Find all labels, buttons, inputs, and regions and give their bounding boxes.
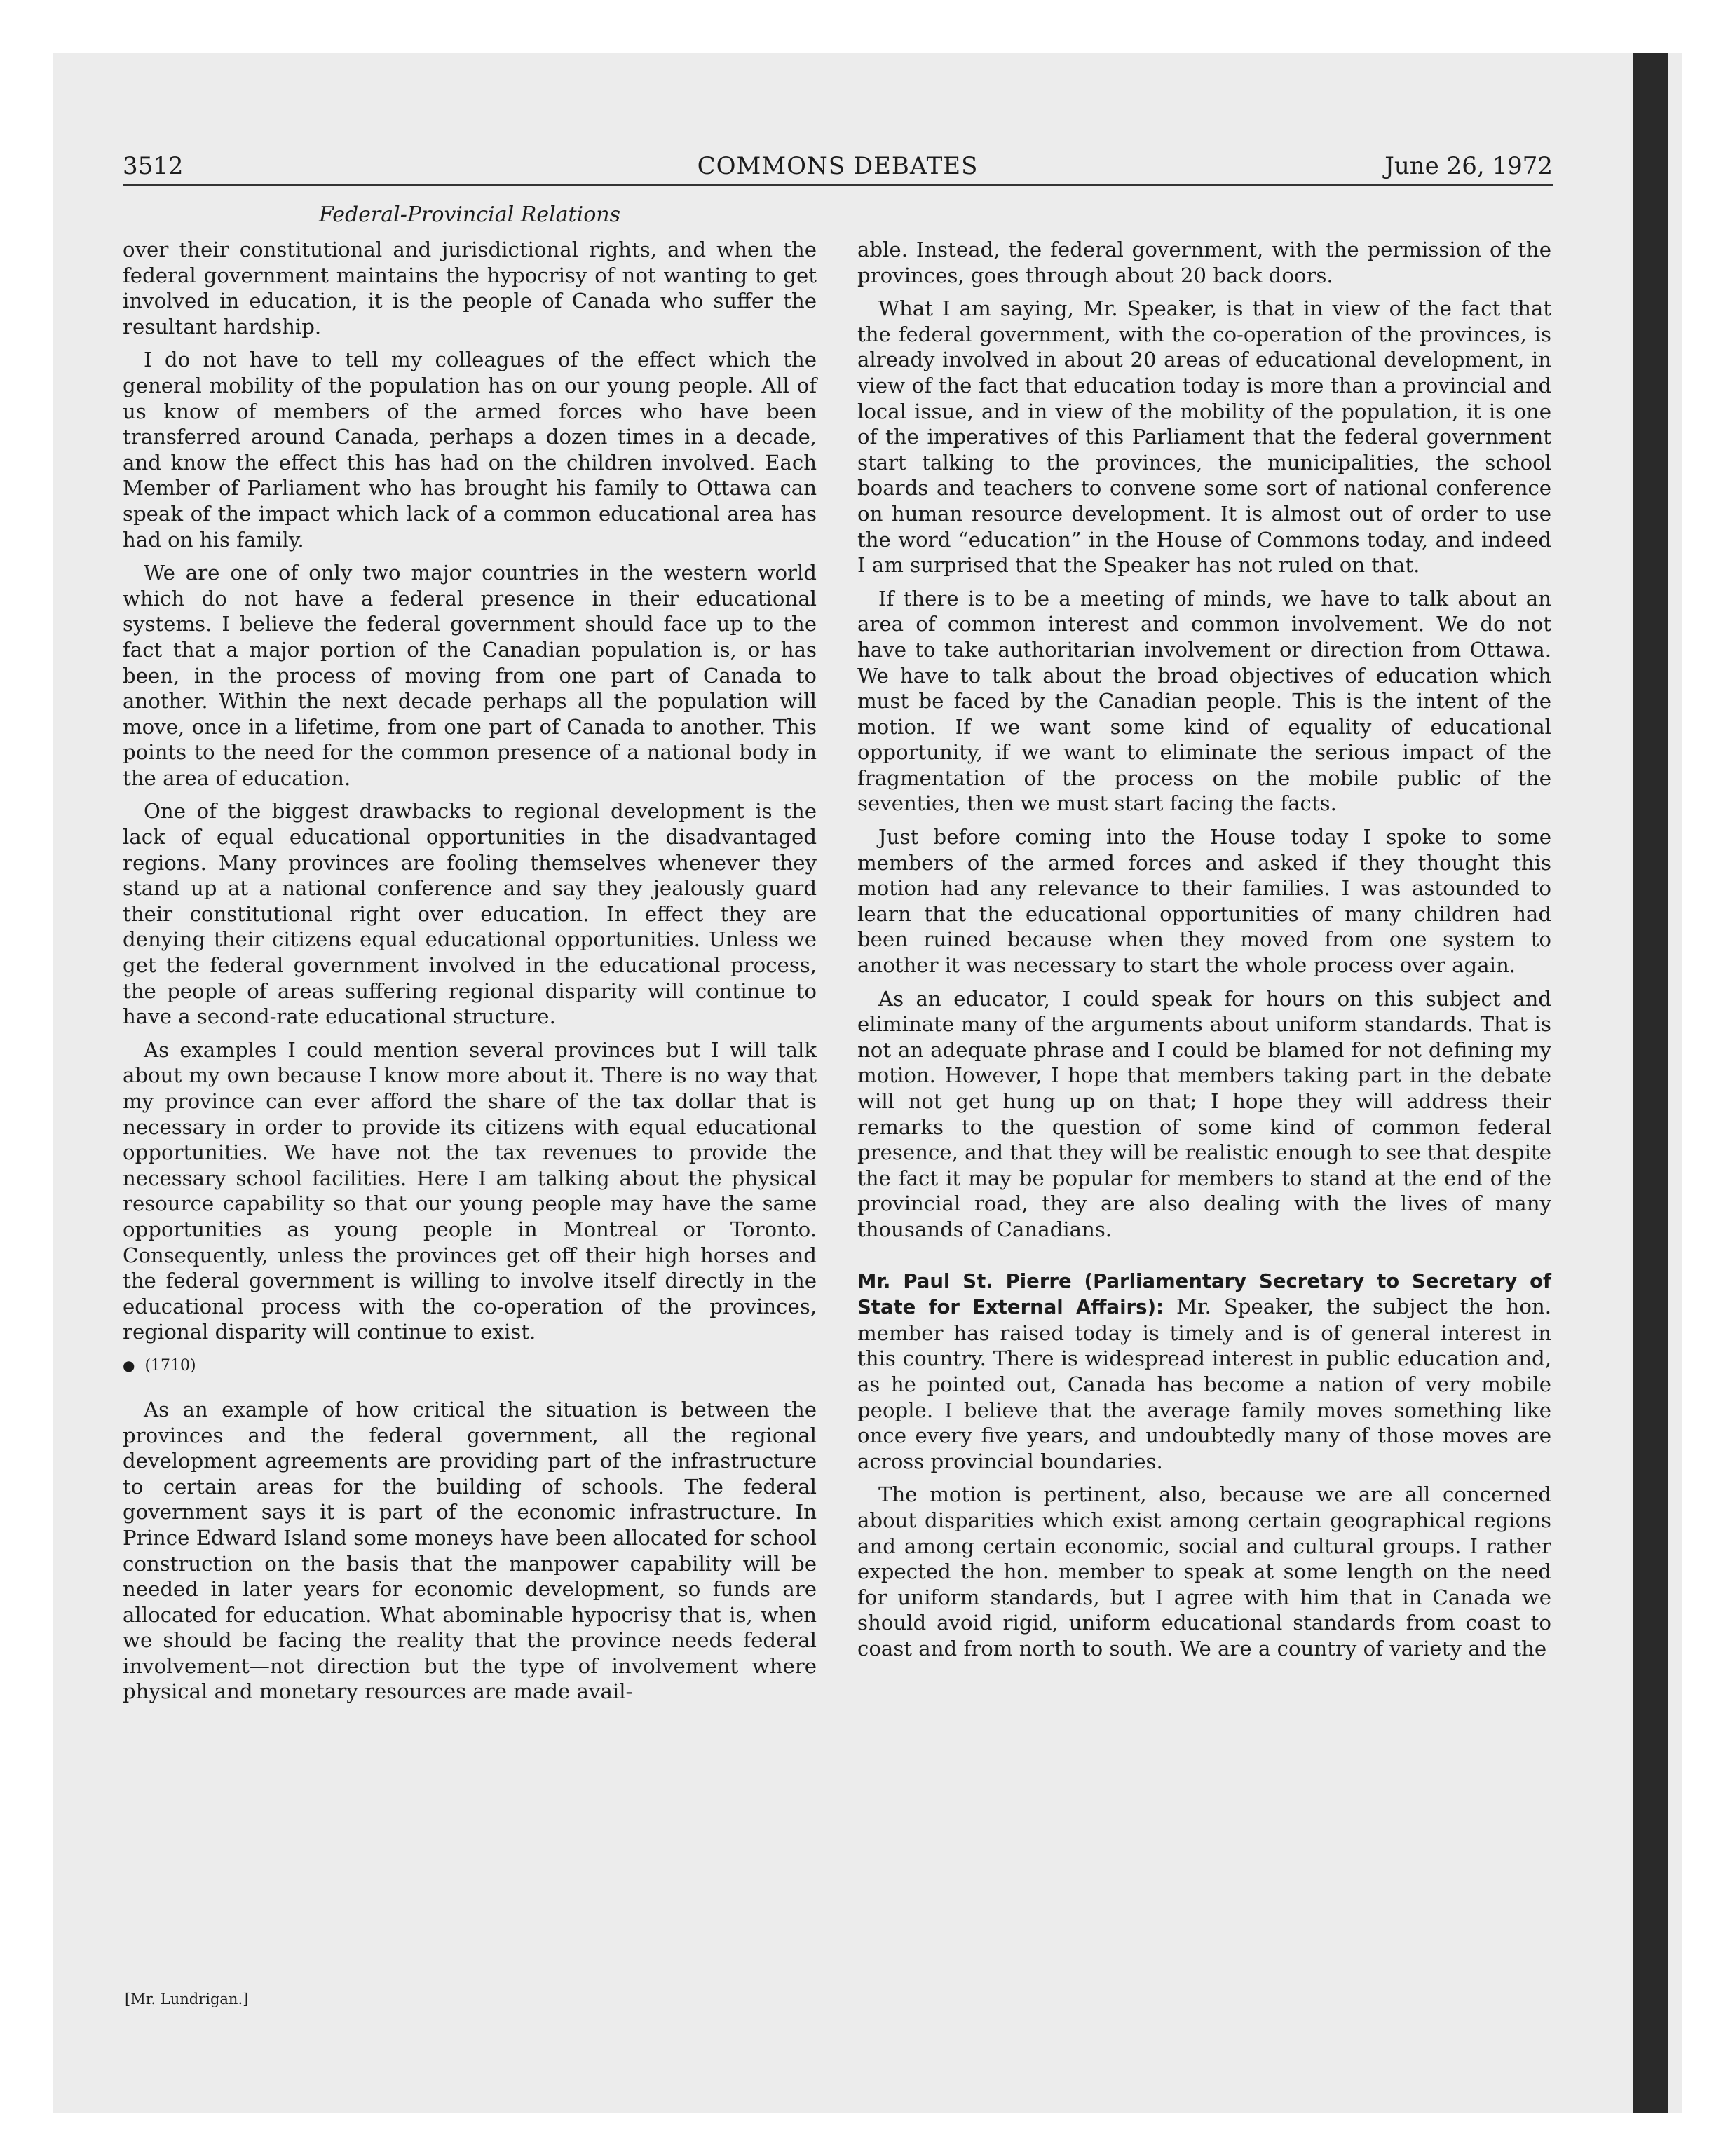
running-header (123, 151, 1553, 186)
time-marker (123, 1353, 817, 1379)
paragraph: As an educator, I could speak for hours on this subject and eliminate many of the arguments about uniform standards. That is not an adequate phrase and I could be blamed for not defining my motion. However, I hope that members taking part in the debate will not get hung up on that; I hope they will address their remarks to the question of some kind of common federal presence, and that they will be realistic enough to see that despite the fact it may be popular for members to stand at the end of the provincial road, they are also dealing with the lives of many thousands of Canadians. (857, 986, 1551, 1241)
left-column (123, 237, 817, 1712)
paragraph: One of the biggest drawbacks to regional development is the lack of equal educational opportunities in the disadvantaged regions. Many provinces are fooling themselves whenever they stand up at a national conference and say they jealously guard their constitutional right over education. In effect they are denying their citizens equal educational opportunities. Unless we get the federal government involved in the educational process, the people of areas suffering regional disparity will continue to have a second-rate educational structure. (123, 799, 817, 1029)
page-number: 3512 (123, 152, 184, 180)
paragraph: As an example of how critical the situation is between the provinces and the federal government, all the regional development agreements are providing part of the infrastructure to certain areas for the building of schools. The federal government says it is part of the economic infrastructure. In Prince Edward Island some moneys have been allocated for school construction on the basis that the manpower capability will be needed in later years for economic development, so funds are allocated for education. What abominable hypocrisy that is, when we should be facing the reality that the province needs federal involvement—not direction but the type of involvement where physical and monetary resources are made avail- (123, 1397, 817, 1704)
paragraph: Just before coming into the House today I spoke to some members of the armed forces and asked if they thought this motion had any relevance to their families. I was astounded to learn that the educational opportunities of many children had been ruined because when they moved from one system to another it was necessary to start the whole process over again. (857, 825, 1551, 978)
speaker-text: Mr. Speaker, the subject the hon. member has raised today is timely and is of general interest in this country. There is widespread interest in public education and, as he pointed out, Canada has become a nation of very mobile people. I believe that the average family moves something like once every five years, and undoubtedly many of those moves are across provincial boundaries. (857, 1295, 1552, 1473)
paragraph: If there is to be a meeting of minds, we have to talk about an area of common interest and common involvement. We do not have to take authoritarian involvement or direction from Ottawa. We have to talk about the broad objectives of education which must be faced by the Canadian people. This is the intent of the motion. If we want some kind of equality of educational opportunity, if we want to eliminate the serious impact of the fragmentation of the process on the mobile public of the seventies, then we must start facing the facts. (857, 586, 1551, 816)
scan-edge-shadow (1633, 53, 1668, 2113)
speaker-paragraph (857, 1268, 1551, 1475)
right-column (857, 237, 1551, 1669)
publication-date: June 26, 1972 (1384, 152, 1553, 180)
time-marker-text: (1710) (144, 1356, 196, 1374)
paragraph: I do not have to tell my colleagues of the effect which the general mobility of the population has on our young people. All of us know of members of the armed forces who have been transferred around Canada, perhaps a dozen times in a decade, and know the effect this has had on the children involved. Each Member of Parliament who has brought his family to Ottawa can speak of the impact which lack of a common educational area has had on his family. (123, 348, 817, 552)
paragraph: able. Instead, the federal government, with the permission of the provinces, goes through about 20 back doors. (857, 238, 1551, 287)
section-heading: Federal-Provincial Relations (319, 203, 620, 227)
speaker-name: Mr. Paul St. Pierre (Parliamentary Secretary to Secretary of State for External Affairs): (857, 1269, 1551, 1319)
paragraph: What I am saying, Mr. Speaker, is that in view of the fact that the federal government, with the co-operation of the provinces, is already involved in about 20 areas of educational development, in view of the fact that education today is more than a provincial and local issue, and in view of the mobility of the population, it is one of the imperatives of this Parliament that the federal government start talking to the provinces, the municipalities, the school boards and teachers to convene some sort of national conference on human resource development. It is almost out of order to use the word “education” in the House of Commons today, and indeed I am surprised that the Speaker has not ruled on that. (857, 296, 1551, 578)
publication-title: COMMONS DEBATES (697, 152, 979, 180)
paragraph: The motion is pertinent, also, because we are all concerned about disparities which exist among certain geographical regions and among certain economic, social and cultural groups. I rather expected the hon. member to speak at some length on the need for uniform standards, but I agree with him that in Canada we should avoid rigid, uniform educational standards from coast to coast and from north to south. We are a country of variety and the (857, 1482, 1551, 1660)
speaker-attribution-footer: [Mr. Lundrigan.] (125, 1991, 249, 2007)
paragraph: over their constitutional and jurisdictional rights, and when the federal government maintains the hypocrisy of not wanting to get involved in education, it is the people of Canada who suffer the resultant hardship. (123, 238, 817, 339)
bullet-icon: ● (123, 1356, 135, 1374)
paragraph: We are one of only two major countries in the western world which do not have a federal presence in their educational systems. I believe the federal government should face up to the fact that a major portion of the Canadian population is, or has been, in the process of moving from one part of Canada to another. Within the next decade perhaps all the population will move, once in a lifetime, from one part of Canada to another. This points to the need for the common presence of a national body in the area of education. (123, 561, 817, 790)
paragraph: As examples I could mention several provinces but I will talk about my own because I know more about it. There is no way that my province can ever afford the share of the tax dollar that is necessary in order to provide its citizens with equal educational opportunities. We have not the tax revenues to provide the necessary school facilities. Here I am talking about the physical resource capability so that our young people may have the same opportunities as young people in Montreal or Toronto. Consequently, unless the provinces get off their high horses and the federal government is willing to involve itself directly in the educational process with the co-operation of the provinces, regional disparity will continue to exist. (123, 1037, 817, 1344)
